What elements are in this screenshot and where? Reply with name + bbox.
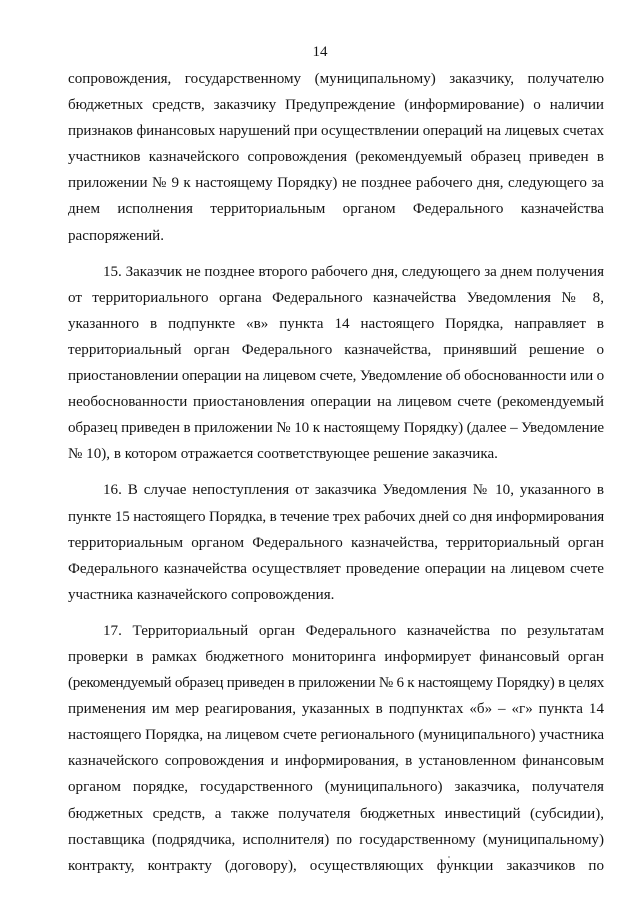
text-line: образец приведен в приложении № 10 к настоящему Порядку) (далее – Уведомление: [68, 420, 604, 437]
text-line: участников казначейского сопровождения (рекомендуемый образец приведен в: [68, 149, 604, 166]
text-line: органом порядке, государственного (муниципального) заказчика, получателя: [68, 779, 604, 796]
text-line: территориальным органом Федерального казначейства, территориальный орган: [68, 534, 604, 551]
text-line: поставщика (подрядчика, исполнителя) по государственному (муниципальному): [68, 831, 604, 848]
text-line: участника казначейского сопровождения.: [68, 586, 335, 603]
paragraph-gap: [68, 608, 604, 618]
text-line: приостановлении операции на лицевом счете, Уведомление об обоснованности или о: [68, 368, 604, 385]
text-line: казначейского сопровождения и информирования, в установленном финансовым: [68, 753, 604, 770]
page-number: 14: [312, 44, 328, 60]
paragraph-16: [68, 477, 604, 607]
text-line: бюджетных средств, заказчику Предупреждение (информирование) о наличии: [68, 97, 604, 114]
text-line: признаков финансовых нарушений при осуществлении операций на лицевых счетах: [68, 123, 604, 140]
text-line: Федерального казначейства осуществляет проведение операции на лицевом счете: [68, 560, 604, 577]
paragraph-continuation: [68, 66, 604, 249]
text-line: сопровождения, государственному (муниципальному) заказчику, получателю: [68, 71, 604, 87]
text-line: 17. Территориальный орган Федерального казначейства по результатам: [103, 622, 604, 639]
paragraph-gap: [68, 249, 604, 259]
document-body: [68, 66, 604, 879]
text-line: от территориального органа Федерального казначейства Уведомления № 8,: [68, 289, 604, 306]
paragraph-gap: [68, 467, 604, 477]
text-line: приложении № 9 к настоящему Порядку) не позднее рабочего дня, следующего за: [68, 175, 604, 192]
paragraph-15: [68, 259, 604, 468]
text-line: распоряжений.: [68, 227, 164, 244]
text-line: пункте 15 настоящего Порядка, в течение трех рабочих дней со дня информирования: [68, 508, 604, 525]
text-line: № 10), в котором отражается соответствующее решение заказчика.: [68, 446, 498, 463]
text-line: днем исполнения территориальным органом Федерального казначейства: [68, 201, 604, 218]
text-line: проверки в рамках бюджетного мониторинга информирует финансовый орган: [68, 648, 604, 665]
text-line: (рекомендуемый образец приведен в приложении № 6 к настоящему Порядку) в целях: [68, 675, 604, 692]
text-line: настоящего Порядка, на лицевом счете регионального (муниципального) участника: [68, 727, 604, 744]
text-line: территориальный орган Федерального казначейства, принявший решение о: [68, 341, 604, 358]
text-line: 15. Заказчик не позднее второго рабочего дня, следующего за днем получения: [103, 263, 604, 280]
text-line: бюджетных средств, а также получателя бюджетных инвестиций (субсидии),: [68, 805, 604, 822]
text-line: контракту, контракту (договору), осуществляющих функции заказчиков по: [68, 857, 604, 874]
text-line: указанного в подпункте «в» пункта 14 настоящего Порядка, направляет в: [68, 315, 604, 332]
text-line: применения им мер реагирования, указанных в подпунктах «б» – «г» пункта 14: [68, 701, 604, 718]
paragraph-17: [68, 618, 604, 879]
text-line: 16. В случае непоступления от заказчика Уведомления № 10, указанного в: [103, 482, 604, 499]
text-line: необоснованности приостановления операции на лицевом счете (рекомендуемый: [68, 394, 604, 411]
scan-speck: [448, 856, 450, 858]
